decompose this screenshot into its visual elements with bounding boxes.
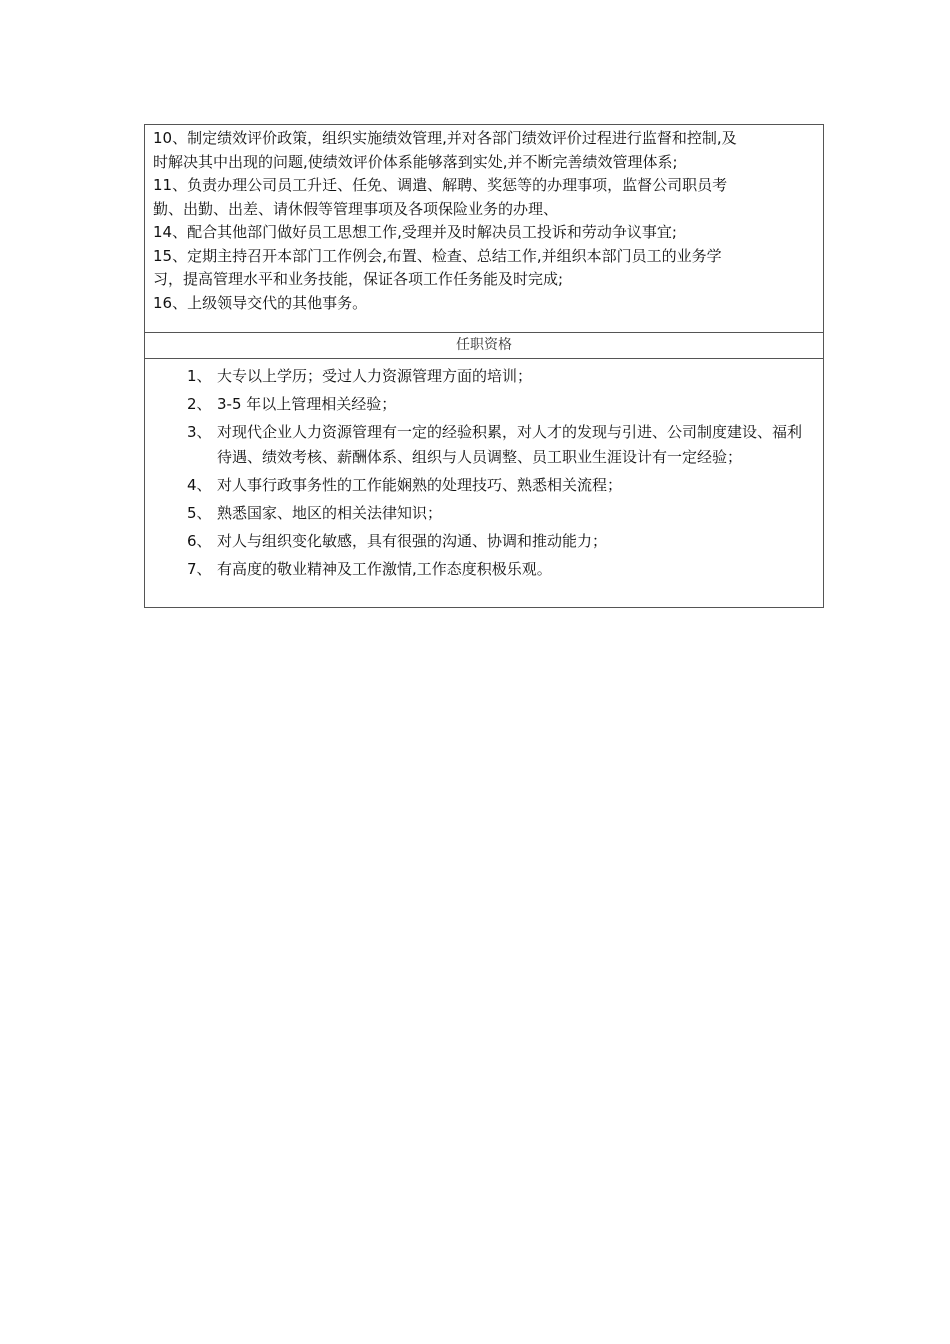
duty-line: 勤、出勤、出差、请休假等管理事项及各项保险业务的办理、 [153, 199, 559, 218]
item-text: 有高度的敬业精神及工作激情,工作态度积极乐观。 [217, 559, 552, 578]
qualification-item [187, 364, 807, 389]
qualification-item [187, 392, 807, 417]
duty-line: 时解决其中出现的问题,使绩效评价体系能够落到实处,并不断完善绩效管理体系; [153, 152, 678, 171]
item-number: 2、 [187, 395, 212, 413]
item-number: 7、 [187, 559, 212, 578]
duty-line: 16、上级领导交代的其他事务。 [153, 293, 368, 312]
item-number: 4、 [187, 475, 212, 494]
item-number: 1、 [187, 367, 212, 385]
item-text: 对人与组织变化敏感，具有很强的沟通、协调和推动能力； [217, 531, 608, 550]
item-text: 3-5 年以上管理相关经验； [217, 395, 397, 413]
item-text: 熟悉国家、地区的相关法律知识； [217, 503, 443, 522]
item-text: 对人事行政事务性的工作能娴熟的处理技巧、熟悉相关流程； [217, 475, 623, 494]
qualifications-header: 任职资格 [145, 333, 823, 359]
duty-line: 10、制定绩效评价政策，组织实施绩效管理,并对各部门绩效评价过程进行监督和控制,及 [153, 129, 737, 147]
duty-line: 11、负责办理公司员工升迁、任免、调遣、解聘、奖惩等的办理事项，监督公司职员考 [153, 176, 728, 194]
qualification-item [187, 557, 807, 582]
duty-line: 15、定期主持召开本部门工作例会,布置、检查、总结工作,并组织本部门员工的业务学 [153, 246, 722, 265]
item-number: 5、 [187, 503, 212, 522]
item-text: 大专以上学历；受过人力资源管理方面的培训； [217, 367, 533, 385]
job-description-table [144, 124, 824, 608]
duty-line: 14、配合其他部门做好员工思想工作,受理并及时解决员工投诉和劳动争议事宜; [153, 223, 677, 241]
qualification-item [187, 501, 807, 526]
item-number: 3、 [187, 423, 212, 441]
qualifications-cell [145, 359, 823, 607]
item-text: 对现代企业人力资源管理有一定的经验积累，对人才的发现与引进、公司制度建设、福利待遇、绩效考核、薪酬体系、组织与人员调整、员工职业生涯设计有一定经验； [217, 423, 803, 466]
duties-cell [145, 125, 823, 333]
qualification-item [187, 473, 807, 498]
qualification-item [187, 420, 807, 469]
duty-line: 习，提高管理水平和业务技能，保证各项工作任务能及时完成; [153, 270, 564, 288]
qualification-item [187, 529, 807, 554]
item-number: 6、 [187, 531, 212, 550]
